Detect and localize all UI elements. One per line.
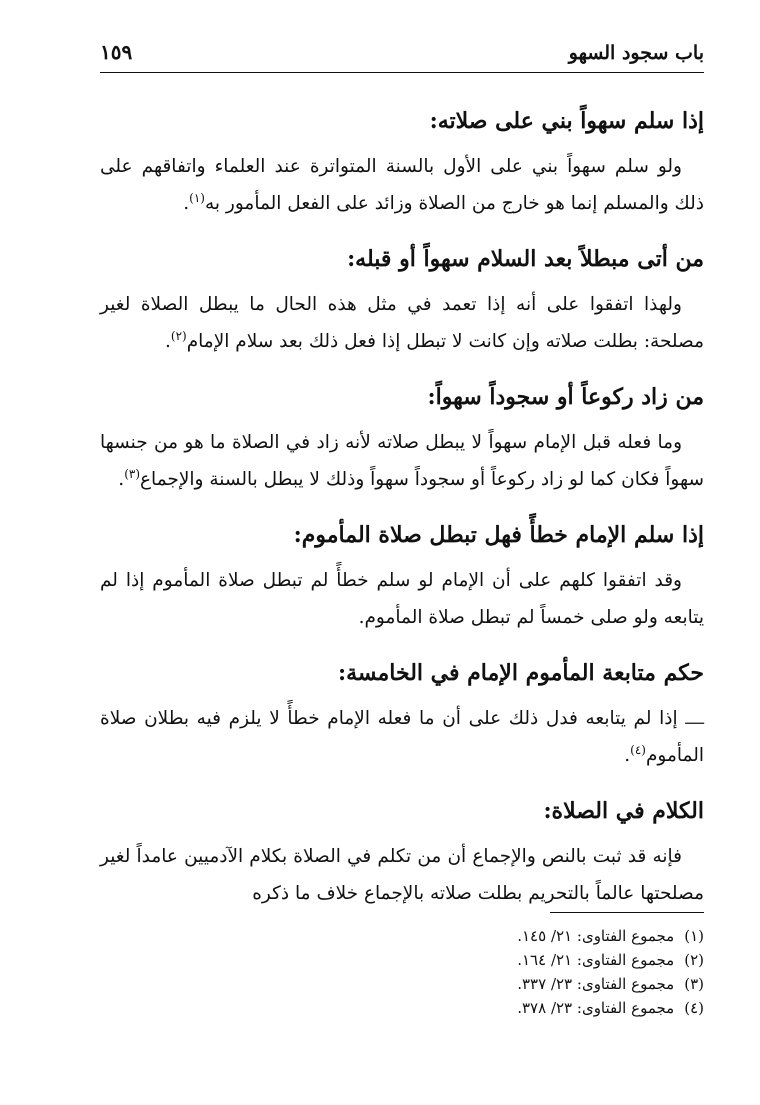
section [100,380,704,498]
paragraph-text: وقد اتفقوا كلهم على أن الإمام لو سلم خطأً لم تبطل صلاة المأموم إذا لم يتابعه ولو صلى خمساً لم تبطل صلاة المأموم. [100,570,704,628]
footnote-item [100,972,704,996]
paragraph-end: . [164,331,171,352]
footnote-ref: (٣) [124,466,141,481]
footnote-item [100,948,704,972]
paragraph-text: ولهذا اتفقوا على أنه إذا تعمد في مثل هذه الحال ما يبطل الصلاة لغير مصلحة: بطلت صلاته وإن كانت لا تبطل إذا فعل ذلك بعد سلام الإمام [100,294,704,352]
footnote-text: مجموع الفتاوى: ٢٣/ ٣٣٧. [517,975,675,993]
footnote-ref: (٢) [170,328,187,343]
section-heading: حكم متابعة المأموم الإمام في الخامسة: [337,660,704,686]
section-paragraph [100,700,704,774]
footnote-text: مجموع الفتاوى: ٢١/ ١٦٤. [517,951,675,969]
footnote-number: (٤) [684,999,704,1017]
section [100,794,704,912]
section [100,656,704,774]
section-heading: من أتى مبطلاً بعد السلام سهواً أو قبله: [347,246,704,272]
section-heading: إذا سلم الإمام خطأً فهل تبطل صلاة المأموم: [293,522,704,548]
paragraph-text: ولو سلم سهواً بني على الأول بالسنة المتواترة عند العلماء واتفاقهم على ذلك والمسلم إنما هو خارج من الصلاة وزائد على الفعل المأمور به [100,156,704,214]
footnote-number: (٣) [684,975,704,993]
header-rule [100,72,704,73]
footnotes [100,924,704,1020]
handwritten-mark: ــــ [685,709,704,728]
section-paragraph [100,424,704,498]
footnote-ref: (٤) [630,742,646,757]
section-paragraph [100,838,704,912]
running-title: باب سجود السهو [568,42,704,64]
section-paragraph [100,562,704,636]
footnote-rule [550,912,704,913]
paragraph-text: فإنه قد ثبت بالنص والإجماع أن من تكلم في الصلاة بكلام الآدميين عامداً لغير مصلحتها عالماً بالتحريم بطلت صلاته بالإجماع خلاف ما ذكره [100,846,704,904]
footnote-number: (٢) [684,951,704,969]
footnote-ref: (١) [189,190,205,205]
section-heading: إذا سلم سهواً بني على صلاته: [429,108,704,134]
footnote-text: مجموع الفتاوى: ٢٣/ ٣٧٨. [517,999,675,1017]
main-text [100,104,704,932]
footnote-text: مجموع الفتاوى: ٢١/ ١٤٥. [517,927,675,945]
paragraph-text: وما فعله قبل الإمام سهواً لا يبطل صلاته لأنه زاد في الصلاة ما هو من جنسها سهواً فكان كما لو زاد ركوعاً أو سجوداً سهواً وذلك لا يبطل بالسنة والإجماع [100,432,704,490]
paragraph-end: . [624,745,631,766]
section-paragraph [100,148,704,222]
section [100,518,704,636]
page-number: ١٥٩ [100,40,133,64]
paragraph-end: . [183,193,190,214]
footnote-item [100,924,704,948]
section-heading: من زاد ركوعاً أو سجوداً سهواً: [427,384,704,410]
running-header [100,38,704,70]
section [100,242,704,360]
paragraph-text: إذا لم يتابعه فدل ذلك على أن ما فعله الإمام خطأً لا يلزم فيه بطلان صلاة المأموم [100,708,704,766]
section [100,104,704,222]
section-paragraph [100,286,704,360]
footnote-number: (١) [684,927,704,945]
footnote-item [100,996,704,1020]
paragraph-end: . [118,469,125,490]
section-heading: الكلام في الصلاة: [543,798,704,824]
